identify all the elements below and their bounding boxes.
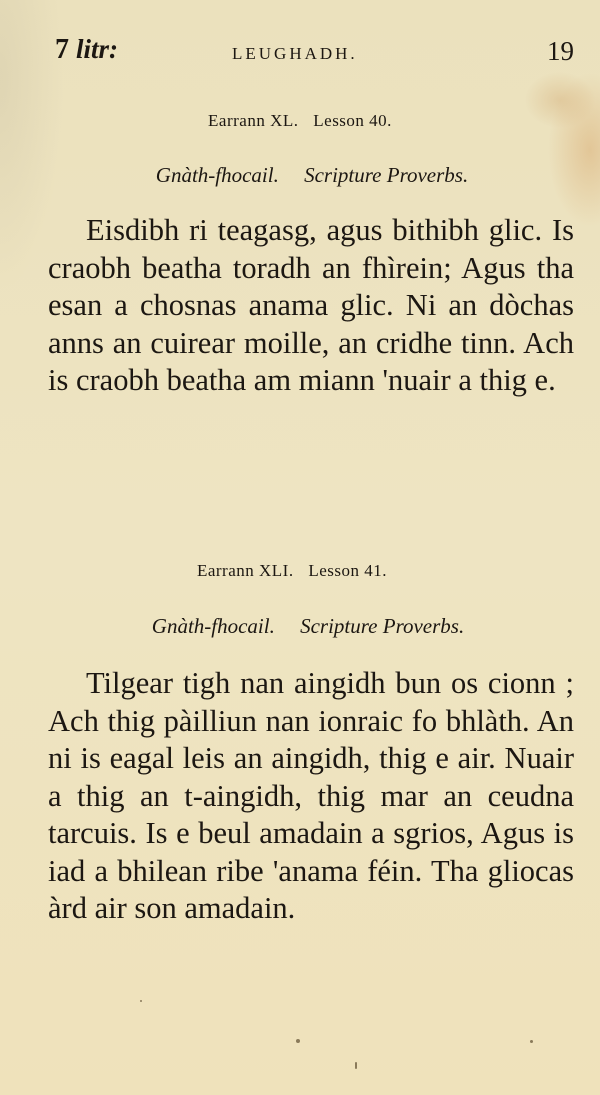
running-head	[0, 30, 600, 70]
lesson-heading-english: Lesson 40.	[313, 111, 392, 130]
subtitle-gaelic: Gnàth-fhocail.	[155, 163, 279, 187]
lesson-heading-gaelic: Earrann XLI.	[196, 561, 294, 580]
lesson-text-40: Eisdibh ri teagasg, agus bithibh glic. Is craobh beatha toradh an fhìrein; Agus tha esan a chosnas anama glic. Ni an dòchas anns an cuirear moille, an cridhe tinn. Ach is craobh beatha am miann 'nuair a thig e.	[48, 213, 574, 397]
paper-speck	[355, 1062, 357, 1069]
subtitle-gaelic: Gnàth-fhocail.	[151, 614, 275, 638]
subtitle-english: Scripture Proverbs.	[304, 163, 469, 187]
signature-text: litr:	[76, 34, 119, 64]
signature-number: 7	[55, 34, 69, 65]
signature-mark	[55, 34, 118, 66]
lesson-heading-41	[0, 561, 592, 581]
paper-speck	[530, 1040, 533, 1043]
lesson-heading-gaelic: Earrann XL.	[208, 111, 299, 130]
page-number: 19	[547, 36, 574, 66]
subtitle-english: Scripture Proverbs.	[300, 614, 465, 638]
lesson-subtitle-41	[8, 614, 600, 639]
lesson-subtitle-40	[12, 163, 600, 188]
paper-speck	[296, 1039, 300, 1043]
running-title: LEUGHADH.	[232, 44, 358, 63]
lesson-heading-40	[0, 111, 600, 131]
lesson-heading-english: Lesson 41.	[308, 561, 388, 580]
lesson-text-41: Tilgear tigh nan aingidh bun os cionn ; Ach thig pàilliun nan ionraic fo bhlàth. An ni is eagal leis an aingidh, thig e air. Nuair a thig an t-aingidh, thig mar an ceudna tarcuis. Is e beul amadain a sgrios, Agus is iad a bhilean ribe 'anama féin. Tha gliocas àrd air son amadain.	[48, 666, 574, 925]
paper-speck	[140, 1000, 142, 1002]
